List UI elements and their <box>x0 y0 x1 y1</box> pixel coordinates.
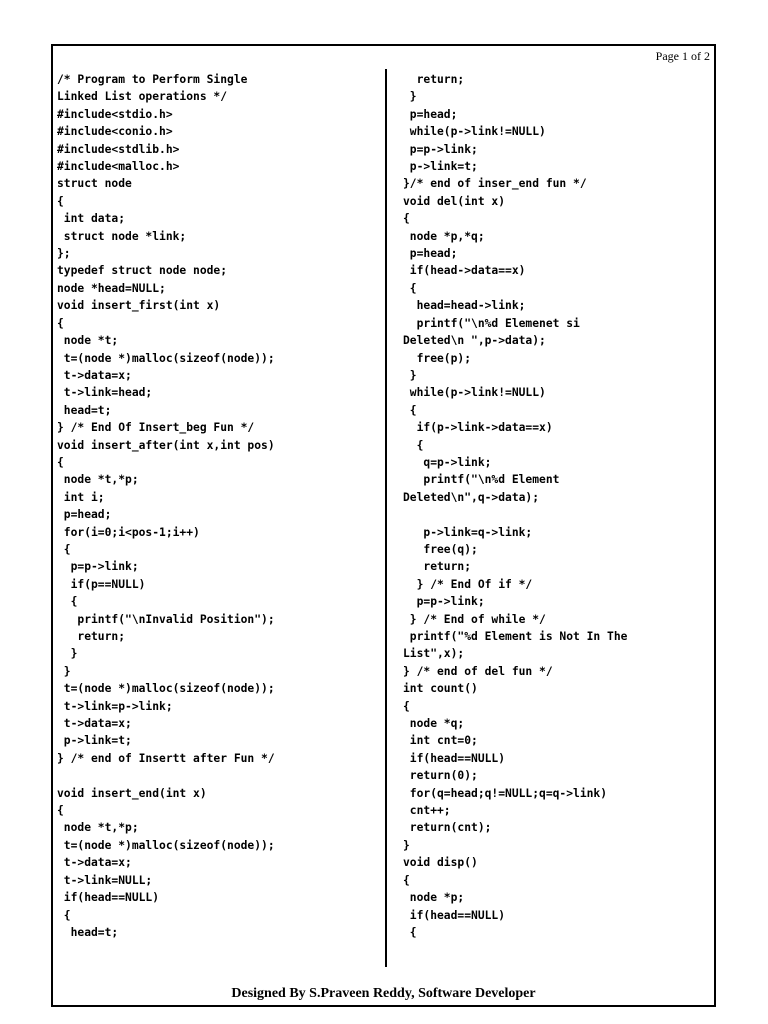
document-page <box>51 44 716 1007</box>
column-divider <box>385 69 387 967</box>
page-number: Page 1 of 2 <box>655 49 710 63</box>
page-footer: Designed By S.Praveen Reddy, Software Developer <box>231 986 536 1001</box>
code-column-right: return; } p=head; while(p->link!=NULL) p=p->link; p->link=t; }/* end of inser_end fun */ void del(int x) { node *p,*q; p=head; if(head->data==x) { head=head->link; printf("\n%d Elemenet si Deleted\n ",p->data); free(p); } while(p->link!=NULL) { if(p->link->data==x) { q=p->link; printf("\n%d Element Deleted\n",q->data); p->link=q->link; free(q); return; } /* End Of if */ p=p->link; } /* End of while */ printf("%d Element is Not In The List",x); } /* end of del fun */ int count() { node *q; int cnt=0; if(head==NULL) return(0); for(q=head;q!=NULL;q=q->link) cnt++; return(cnt); } void disp() { node *p; if(head==NULL) { <box>403 73 628 939</box>
code-column-left: /* Program to Perform Single Linked List operations */ #include<stdio.h> #include<conio.h> #include<stdlib.h> #include<malloc.h> struct node { int data; struct node *link; }; typedef struct node node; node *head=NULL; void insert_first(int x) { node *t; t=(node *)malloc(sizeof(node)); t->data=x; t->link=head; head=t; } /* End Of Insert_beg Fun */ void insert_after(int x,int pos) { node *t,*p; int i; p=head; for(i=0;i<pos-1;i++) { p=p->link; if(p==NULL) { printf("\nInvalid Position"); return; } } t=(node *)malloc(sizeof(node)); t->link=p->link; t->data=x; p->link=t; } /* end of Insertt after Fun */ void insert_end(int x) { node *t,*p; t=(node *)malloc(sizeof(node)); t->data=x; t->link=NULL; if(head==NULL) { head=t; <box>57 73 275 939</box>
